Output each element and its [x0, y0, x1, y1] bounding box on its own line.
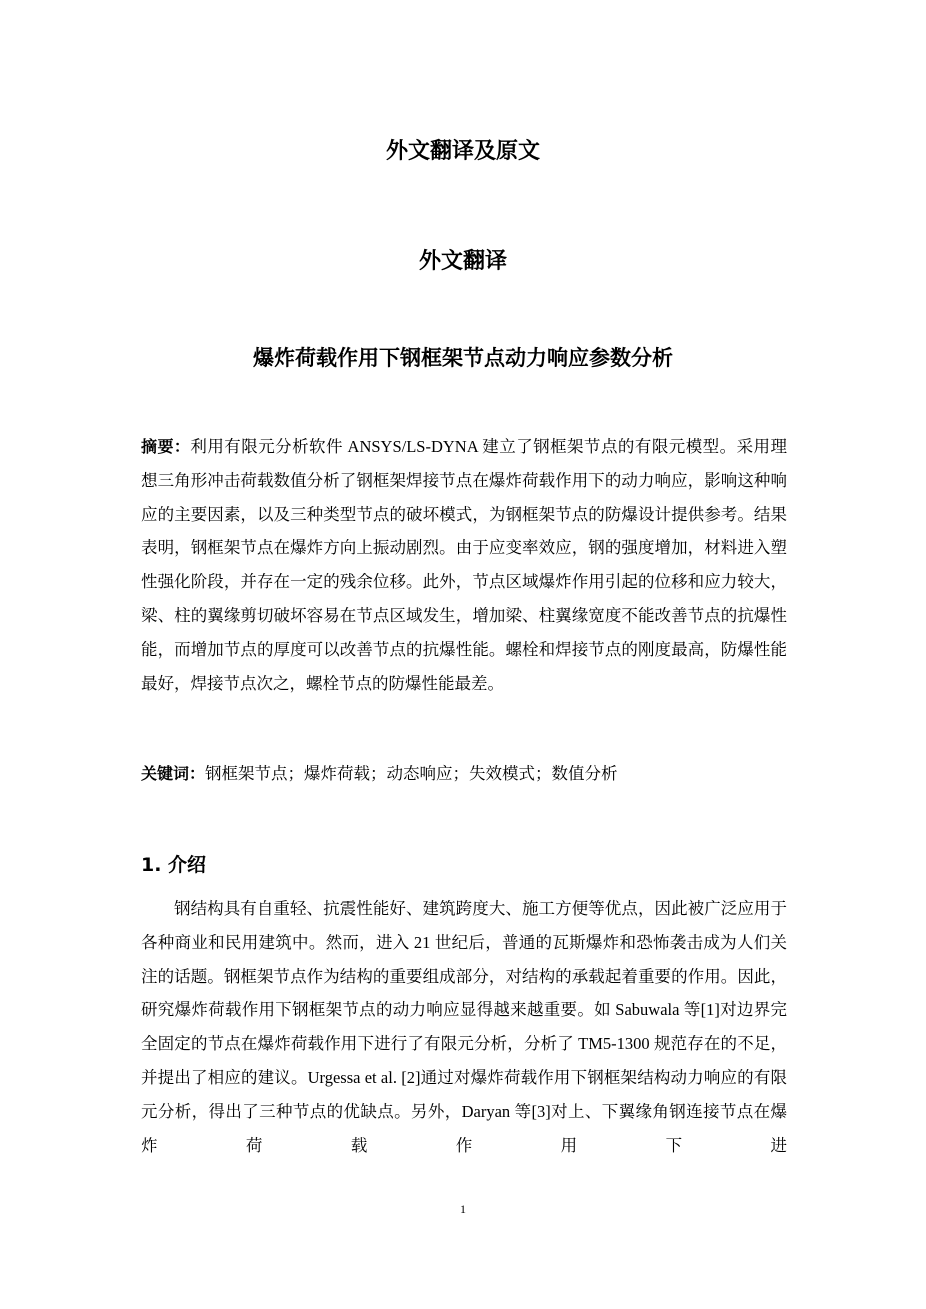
page-number: 1	[460, 1202, 466, 1216]
translation-subtitle: 外文翻译	[418, 249, 507, 274]
abstract-paragraph	[141, 430, 787, 700]
abstract-label: 摘要：	[141, 437, 191, 456]
keywords-text: 钢框架节点；爆炸荷载；动态响应；失效模式；数值分析	[205, 764, 618, 783]
introduction-paragraph: 钢结构具有自重轻、抗震性能好、建筑跨度大、施工方便等优点，因此被广泛应用于各种商业和民用建筑中。然而，进入 21 世纪后，普通的瓦斯爆炸和恐怖袭击成为人们关注的话题。钢框架节点作为结构的重要组成部分，对结构的承载起着重要的作用。因此，研究爆炸荷载作用下钢框架节点的动力响应显得越来越重要。如 Sabuwala 等[1]对边界完全固定的节点在爆炸荷载作用下进行了有限元分析，分析了 TM5-1300 规范存在的不足，并提出了相应的建议。Urgessa et al. [2]通过对爆炸荷载作用下钢框架结构动力响应的有限元分析，得出了三种节点的优缺点。另外，Daryan 等[3]对上、下翼缘角钢连接节点在爆炸荷载作用下进	[141, 899, 787, 1155]
main-title: 外文翻译及原文	[385, 139, 540, 164]
keywords-line	[141, 757, 787, 791]
section-heading-introduction: 1. 介绍	[141, 854, 207, 876]
paper-title: 爆炸荷载作用下钢框架节点动力响应参数分析	[253, 346, 673, 370]
abstract-text: 利用有限元分析软件 ANSYS/LS-DYNA 建立了钢框架节点的有限元模型。采用理想三角形冲击荷载数值分析了钢框架焊接节点在爆炸荷载作用下的动力响应，影响这种响应的主要因素，以及三种类型节点的破坏模式，为钢框架节点的防爆设计提供参考。结果表明，钢框架节点在爆炸方向上振动剧烈。由于应变率效应，钢的强度增加，材料进入塑性强化阶段，并存在一定的残余位移。此外，节点区域爆炸作用引起的位移和应力较大，梁、柱的翼缘剪切破坏容易在节点区域发生，增加梁、柱翼缘宽度不能改善节点的抗爆性能，而增加节点的厚度可以改善节点的抗爆性能。螺栓和焊接节点的刚度最高，防爆性能最好，焊接节点次之，螺栓节点的防爆性能最差。	[141, 437, 787, 693]
keywords-label: 关键词：	[141, 764, 206, 783]
